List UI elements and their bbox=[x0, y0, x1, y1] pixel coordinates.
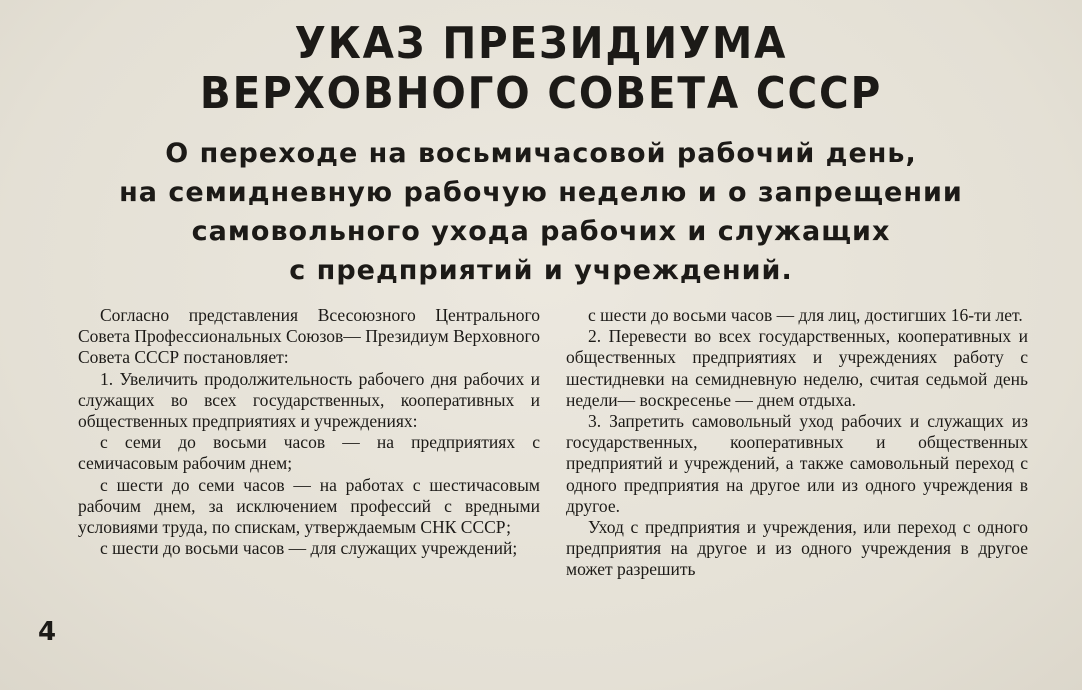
subtitle-line4: с предприятий и учреждений. bbox=[289, 255, 793, 286]
paragraph-preamble: Согласно представления Всесоюзного Центрального Совета Профессиональных Союзов— Президиум Верховного Совета СССР постановляет: bbox=[78, 305, 540, 368]
subtitle-line1: О переходе на восьмичасовой рабочий день, bbox=[165, 138, 917, 169]
subtitle-line2: на семидневную рабочую неделю и о запрещении bbox=[119, 177, 963, 208]
paragraph-clause-age-16: с шести до восьми часов — для лиц, достигших 16-ти лет. bbox=[588, 305, 1023, 325]
decree-title-line1: УКАЗ ПРЕЗИДИУМА bbox=[294, 18, 788, 69]
paragraph-article-1: 1. Увеличить продолжительность рабочего дня рабочих и служащих во всех государственных, кооперативных и общественных предприятиях и учреждениях: bbox=[78, 368, 540, 432]
right-text-column bbox=[566, 305, 1028, 581]
paragraph-article-3: 3. Запретить самовольный уход рабочих и служащих из государственных, кооперативных и общественных предприятий и учреждений, а также самовольный переход с одного предприятия на другое или из одного учреждения в другое. bbox=[566, 411, 1028, 516]
subtitle-line3: самовольного ухода рабочих и служащих bbox=[191, 216, 891, 247]
decree-title-line2: ВЕРХОВНОГО СОВЕТА СССР bbox=[199, 68, 883, 119]
paragraph-clause-office-workers: с шести до восьми часов — для служащих учреждений; bbox=[100, 538, 518, 559]
paragraph-clause-six-seven: с шести до семи часов — на работах с шестичасовым рабочим днем, за исключением профессий с вредными условиями труда, по спискам, утверждаемым СНК СССР; bbox=[78, 474, 540, 538]
page-number: 4 bbox=[38, 617, 57, 647]
paragraph-leave-permission: Уход с предприятия и учреждения, или переход с одного предприятия на другое и из одного учреждения в другое может разрешить bbox=[566, 517, 1028, 580]
left-text-column bbox=[78, 305, 540, 559]
paragraph-clause-seven-eight: с семи до восьми часов — на предприятиях с семичасовым рабочим днем; bbox=[78, 432, 540, 474]
paragraph-article-2: 2. Перевести во всех государственных, кооперативных и общественных предприятиях и учреждениях работу с шестидневки на семидневную неделю, считая седьмой день недели— воскресенье — днем отдыха. bbox=[566, 326, 1028, 410]
